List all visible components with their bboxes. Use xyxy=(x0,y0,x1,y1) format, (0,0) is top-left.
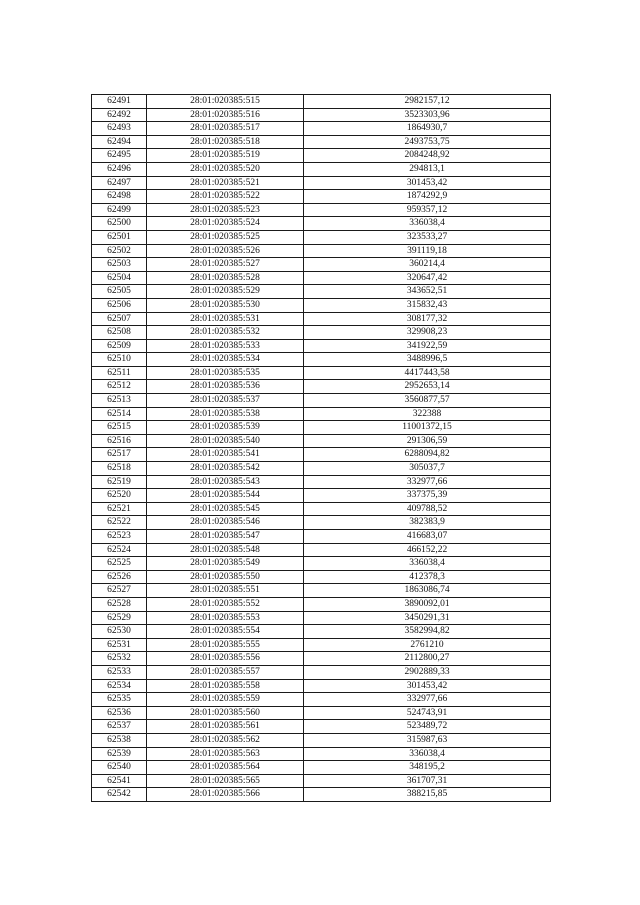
cadastral-number-cell: 28:01:020385:518 xyxy=(147,135,304,149)
cadastral-value-cell: 2982157,12 xyxy=(304,95,551,109)
row-number-cell: 62533 xyxy=(92,665,147,679)
table-row xyxy=(92,597,551,611)
table-row xyxy=(92,326,551,340)
table-row xyxy=(92,353,551,367)
cadastral-number-cell: 28:01:020385:557 xyxy=(147,665,304,679)
row-number-cell: 62502 xyxy=(92,244,147,258)
row-number-cell: 62525 xyxy=(92,557,147,571)
table-row xyxy=(92,122,551,136)
row-number-cell: 62504 xyxy=(92,271,147,285)
cadastral-value-cell: 3450291,31 xyxy=(304,611,551,625)
table-row xyxy=(92,475,551,489)
table-row xyxy=(92,312,551,326)
table-row xyxy=(92,258,551,272)
table-row xyxy=(92,162,551,176)
cadastral-number-cell: 28:01:020385:546 xyxy=(147,516,304,530)
cadastral-value-cell: 382383,9 xyxy=(304,516,551,530)
table-row xyxy=(92,244,551,258)
cadastral-number-cell: 28:01:020385:538 xyxy=(147,407,304,421)
cadastral-value-cell: 1864930,7 xyxy=(304,122,551,136)
cadastral-value-cell: 332977,66 xyxy=(304,475,551,489)
cadastral-value-cell: 322388 xyxy=(304,407,551,421)
cadastral-value-cell: 416683,07 xyxy=(304,530,551,544)
cadastral-value-cell: 3523303,96 xyxy=(304,108,551,122)
cadastral-value-cell: 2493753,75 xyxy=(304,135,551,149)
cadastral-number-cell: 28:01:020385:548 xyxy=(147,543,304,557)
cadastral-number-cell: 28:01:020385:522 xyxy=(147,190,304,204)
cadastral-number-cell: 28:01:020385:534 xyxy=(147,353,304,367)
table-row xyxy=(92,584,551,598)
table-row xyxy=(92,625,551,639)
table-row xyxy=(92,652,551,666)
cadastral-value-cell: 337375,39 xyxy=(304,489,551,503)
table-row xyxy=(92,271,551,285)
row-number-cell: 62513 xyxy=(92,394,147,408)
cadastral-value-cell: 301453,42 xyxy=(304,176,551,190)
row-number-cell: 62524 xyxy=(92,543,147,557)
cadastral-value-cell: 6288094,82 xyxy=(304,448,551,462)
row-number-cell: 62492 xyxy=(92,108,147,122)
table-row xyxy=(92,489,551,503)
row-number-cell: 62493 xyxy=(92,122,147,136)
cadastral-number-cell: 28:01:020385:520 xyxy=(147,162,304,176)
cadastral-value-cell: 388215,85 xyxy=(304,788,551,802)
table-row xyxy=(92,679,551,693)
cadastral-number-cell: 28:01:020385:530 xyxy=(147,298,304,312)
cadastral-value-cell: 323533,27 xyxy=(304,230,551,244)
row-number-cell: 62529 xyxy=(92,611,147,625)
table-row xyxy=(92,448,551,462)
row-number-cell: 62509 xyxy=(92,339,147,353)
cadastral-value-cell: 959357,12 xyxy=(304,203,551,217)
cadastral-value-cell: 341922,59 xyxy=(304,339,551,353)
cadastral-value-cell: 315832,43 xyxy=(304,298,551,312)
cadastral-number-cell: 28:01:020385:543 xyxy=(147,475,304,489)
cadastral-value-cell: 524743,91 xyxy=(304,706,551,720)
row-number-cell: 62527 xyxy=(92,584,147,598)
row-number-cell: 62519 xyxy=(92,475,147,489)
row-number-cell: 62496 xyxy=(92,162,147,176)
table-row xyxy=(92,203,551,217)
cadastral-number-cell: 28:01:020385:553 xyxy=(147,611,304,625)
row-number-cell: 62538 xyxy=(92,733,147,747)
table-row xyxy=(92,543,551,557)
cadastral-number-cell: 28:01:020385:539 xyxy=(147,421,304,435)
row-number-cell: 62507 xyxy=(92,312,147,326)
table-row xyxy=(92,774,551,788)
table-row xyxy=(92,665,551,679)
table-row xyxy=(92,530,551,544)
cadastral-value-cell: 361707,31 xyxy=(304,774,551,788)
table-row xyxy=(92,570,551,584)
cadastral-number-cell: 28:01:020385:524 xyxy=(147,217,304,231)
cadastral-number-cell: 28:01:020385:533 xyxy=(147,339,304,353)
cadastral-number-cell: 28:01:020385:547 xyxy=(147,530,304,544)
cadastral-value-cell: 336038,4 xyxy=(304,557,551,571)
table-row xyxy=(92,434,551,448)
table-row xyxy=(92,747,551,761)
row-number-cell: 62497 xyxy=(92,176,147,190)
cadastral-value-cell: 1874292,9 xyxy=(304,190,551,204)
table-row xyxy=(92,217,551,231)
cadastral-number-cell: 28:01:020385:540 xyxy=(147,434,304,448)
row-number-cell: 62517 xyxy=(92,448,147,462)
row-number-cell: 62503 xyxy=(92,258,147,272)
row-number-cell: 62523 xyxy=(92,530,147,544)
cadastral-value-cell: 391119,18 xyxy=(304,244,551,258)
cadastral-number-cell: 28:01:020385:537 xyxy=(147,394,304,408)
cadastral-number-cell: 28:01:020385:519 xyxy=(147,149,304,163)
cadastral-number-cell: 28:01:020385:523 xyxy=(147,203,304,217)
cadastral-value-cell: 1863086,74 xyxy=(304,584,551,598)
cadastral-number-cell: 28:01:020385:552 xyxy=(147,597,304,611)
cadastral-value-cell: 332977,66 xyxy=(304,693,551,707)
cadastral-value-table xyxy=(91,94,551,802)
row-number-cell: 62505 xyxy=(92,285,147,299)
row-number-cell: 62499 xyxy=(92,203,147,217)
table-row xyxy=(92,149,551,163)
row-number-cell: 62510 xyxy=(92,353,147,367)
cadastral-number-cell: 28:01:020385:549 xyxy=(147,557,304,571)
cadastral-number-cell: 28:01:020385:555 xyxy=(147,638,304,652)
row-number-cell: 62537 xyxy=(92,720,147,734)
cadastral-number-cell: 28:01:020385:528 xyxy=(147,271,304,285)
row-number-cell: 62491 xyxy=(92,95,147,109)
row-number-cell: 62530 xyxy=(92,625,147,639)
cadastral-number-cell: 28:01:020385:560 xyxy=(147,706,304,720)
table-row xyxy=(92,693,551,707)
cadastral-value-cell: 3560877,57 xyxy=(304,394,551,408)
table-row xyxy=(92,788,551,802)
cadastral-value-cell: 3890092,01 xyxy=(304,597,551,611)
cadastral-value-cell: 409788,52 xyxy=(304,502,551,516)
cadastral-number-cell: 28:01:020385:527 xyxy=(147,258,304,272)
table-row xyxy=(92,380,551,394)
table-row xyxy=(92,557,551,571)
row-number-cell: 62498 xyxy=(92,190,147,204)
table-row xyxy=(92,176,551,190)
table-row xyxy=(92,502,551,516)
table-row xyxy=(92,285,551,299)
table-row xyxy=(92,135,551,149)
table-row xyxy=(92,230,551,244)
row-number-cell: 62512 xyxy=(92,380,147,394)
table-row xyxy=(92,421,551,435)
cadastral-number-cell: 28:01:020385:545 xyxy=(147,502,304,516)
cadastral-number-cell: 28:01:020385:531 xyxy=(147,312,304,326)
cadastral-number-cell: 28:01:020385:535 xyxy=(147,366,304,380)
cadastral-value-cell: 343652,51 xyxy=(304,285,551,299)
table-row xyxy=(92,706,551,720)
cadastral-number-cell: 28:01:020385:554 xyxy=(147,625,304,639)
row-number-cell: 62508 xyxy=(92,326,147,340)
cadastral-number-cell: 28:01:020385:563 xyxy=(147,747,304,761)
cadastral-value-cell: 308177,32 xyxy=(304,312,551,326)
cadastral-value-cell: 4417443,58 xyxy=(304,366,551,380)
cadastral-number-cell: 28:01:020385:516 xyxy=(147,108,304,122)
cadastral-number-cell: 28:01:020385:541 xyxy=(147,448,304,462)
table-row xyxy=(92,407,551,421)
table-row xyxy=(92,95,551,109)
row-number-cell: 62526 xyxy=(92,570,147,584)
cadastral-number-cell: 28:01:020385:525 xyxy=(147,230,304,244)
row-number-cell: 62501 xyxy=(92,230,147,244)
cadastral-number-cell: 28:01:020385:542 xyxy=(147,462,304,476)
row-number-cell: 62539 xyxy=(92,747,147,761)
row-number-cell: 62511 xyxy=(92,366,147,380)
table-row xyxy=(92,720,551,734)
cadastral-value-cell: 523489,72 xyxy=(304,720,551,734)
cadastral-value-cell: 291306,59 xyxy=(304,434,551,448)
row-number-cell: 62534 xyxy=(92,679,147,693)
row-number-cell: 62522 xyxy=(92,516,147,530)
row-number-cell: 62514 xyxy=(92,407,147,421)
table-row xyxy=(92,733,551,747)
table-row xyxy=(92,190,551,204)
cadastral-value-cell: 348195,2 xyxy=(304,761,551,775)
cadastral-value-cell: 412378,3 xyxy=(304,570,551,584)
row-number-cell: 62528 xyxy=(92,597,147,611)
cadastral-value-cell: 360214,4 xyxy=(304,258,551,272)
cadastral-number-cell: 28:01:020385:551 xyxy=(147,584,304,598)
row-number-cell: 62532 xyxy=(92,652,147,666)
cadastral-number-cell: 28:01:020385:536 xyxy=(147,380,304,394)
table-body xyxy=(92,95,551,802)
row-number-cell: 62541 xyxy=(92,774,147,788)
cadastral-value-cell: 2952653,14 xyxy=(304,380,551,394)
cadastral-value-cell: 329908,23 xyxy=(304,326,551,340)
cadastral-value-cell: 2761210 xyxy=(304,638,551,652)
table-row xyxy=(92,339,551,353)
cadastral-value-cell: 305037,7 xyxy=(304,462,551,476)
row-number-cell: 62536 xyxy=(92,706,147,720)
row-number-cell: 62531 xyxy=(92,638,147,652)
row-number-cell: 62518 xyxy=(92,462,147,476)
cadastral-number-cell: 28:01:020385:532 xyxy=(147,326,304,340)
row-number-cell: 62515 xyxy=(92,421,147,435)
cadastral-number-cell: 28:01:020385:517 xyxy=(147,122,304,136)
cadastral-number-cell: 28:01:020385:566 xyxy=(147,788,304,802)
cadastral-number-cell: 28:01:020385:561 xyxy=(147,720,304,734)
cadastral-value-cell: 301453,42 xyxy=(304,679,551,693)
cadastral-value-cell: 336038,4 xyxy=(304,747,551,761)
cadastral-number-cell: 28:01:020385:526 xyxy=(147,244,304,258)
cadastral-value-cell: 11001372,15 xyxy=(304,421,551,435)
row-number-cell: 62500 xyxy=(92,217,147,231)
table-row xyxy=(92,462,551,476)
row-number-cell: 62494 xyxy=(92,135,147,149)
cadastral-number-cell: 28:01:020385:559 xyxy=(147,693,304,707)
cadastral-number-cell: 28:01:020385:529 xyxy=(147,285,304,299)
cadastral-value-cell: 2112800,27 xyxy=(304,652,551,666)
row-number-cell: 62495 xyxy=(92,149,147,163)
table-row xyxy=(92,366,551,380)
cadastral-number-cell: 28:01:020385:550 xyxy=(147,570,304,584)
cadastral-number-cell: 28:01:020385:564 xyxy=(147,761,304,775)
cadastral-number-cell: 28:01:020385:521 xyxy=(147,176,304,190)
cadastral-number-cell: 28:01:020385:544 xyxy=(147,489,304,503)
cadastral-number-cell: 28:01:020385:515 xyxy=(147,95,304,109)
cadastral-number-cell: 28:01:020385:562 xyxy=(147,733,304,747)
cadastral-value-cell: 336038,4 xyxy=(304,217,551,231)
table-row xyxy=(92,108,551,122)
cadastral-value-cell: 294813,1 xyxy=(304,162,551,176)
row-number-cell: 62535 xyxy=(92,693,147,707)
table-row xyxy=(92,394,551,408)
cadastral-value-cell: 2084248,92 xyxy=(304,149,551,163)
cadastral-value-cell: 466152,22 xyxy=(304,543,551,557)
cadastral-value-cell: 315987,63 xyxy=(304,733,551,747)
cadastral-number-cell: 28:01:020385:556 xyxy=(147,652,304,666)
row-number-cell: 62506 xyxy=(92,298,147,312)
table-row xyxy=(92,611,551,625)
row-number-cell: 62540 xyxy=(92,761,147,775)
cadastral-value-cell: 2902889,33 xyxy=(304,665,551,679)
table-row xyxy=(92,638,551,652)
table-row xyxy=(92,298,551,312)
cadastral-value-cell: 3488996,5 xyxy=(304,353,551,367)
row-number-cell: 62521 xyxy=(92,502,147,516)
cadastral-number-cell: 28:01:020385:565 xyxy=(147,774,304,788)
cadastral-value-cell: 3582994,82 xyxy=(304,625,551,639)
table-row xyxy=(92,761,551,775)
row-number-cell: 62520 xyxy=(92,489,147,503)
row-number-cell: 62516 xyxy=(92,434,147,448)
cadastral-number-cell: 28:01:020385:558 xyxy=(147,679,304,693)
table-row xyxy=(92,516,551,530)
cadastral-value-cell: 320647,42 xyxy=(304,271,551,285)
row-number-cell: 62542 xyxy=(92,788,147,802)
